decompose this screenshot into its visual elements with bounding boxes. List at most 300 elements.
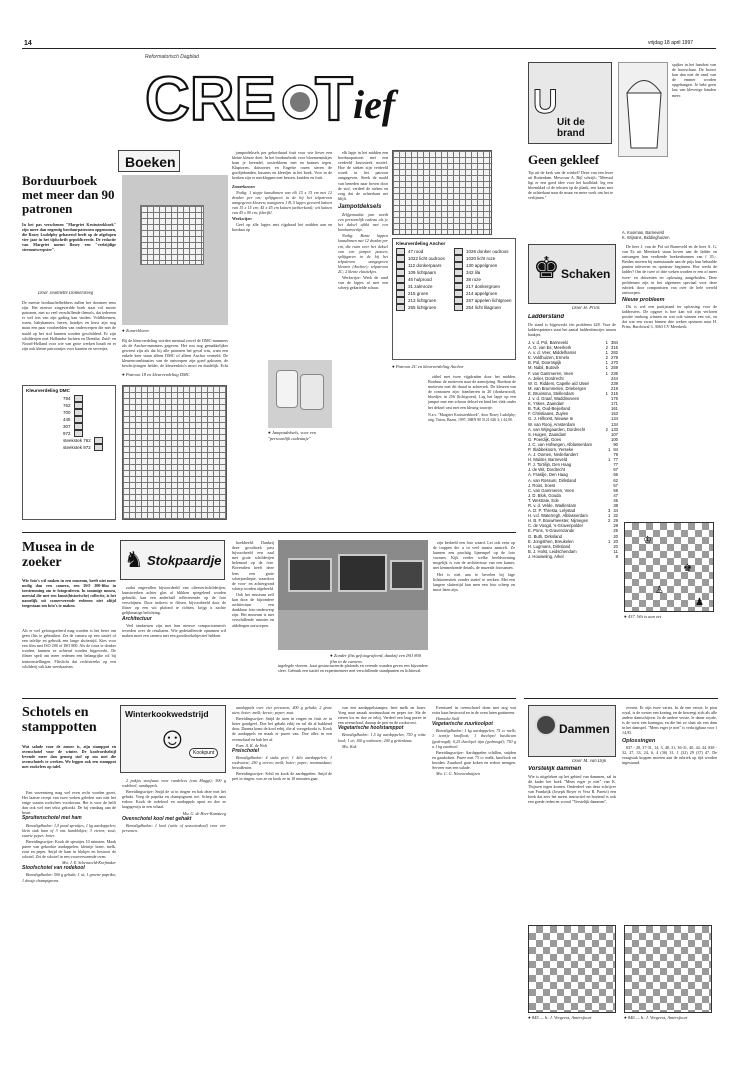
schaken-byline: Door H. Prins <box>572 306 600 311</box>
color-swatch-icon <box>454 304 463 311</box>
zomerkussen-text: Nodig: 1 stapje kaasdinnen van elk 15 x 15 cm met 12 draden per cm; splijtgaren in de bij het telpatroon aangegeven kleuren; naaigaren 1 B, 5 lapjes gevoerd katoen van 15 x 15 cm; 45 x 45 cm katoen (achterkant); wit katoen van 45 x 90 cm; fiberfill. <box>232 189 332 216</box>
color-swatch-icon <box>94 444 103 451</box>
anchor-legend-label: 1022 licht oudroos <box>408 256 445 261</box>
credit-5: Hannoke Stoll <box>436 716 460 722</box>
anchor-legend-label: 215 groen <box>408 291 429 296</box>
schotels-col2-bereiding: Bereidingswijze: Snijd de ui in ringen en bak deze met het gehakt. Voeg de paprika en champignons toe. Schep de saus erdoor. Kook de rodekool en aardappels apart en doe ze laagsgewijs in een schaal. <box>122 789 226 810</box>
dmc-legend-label: 972 <box>63 431 71 436</box>
ladder-beurten: 3 <box>607 508 611 514</box>
ladder-player: E. Pons, 's-Gravenzande <box>528 528 575 534</box>
schaken-right-text: De heer J. van de Pol uit Barneveld en de heer A. G. van Es uit Meerkerk staan hoven aan de ladder en ontvangen hun verdiende boekenbonnen van f 35,-. Beiden moeten bij nuenstaande aan de prijs hun behaalde punten inleveren en opnieuw beginnen. Hoe werkt de ladder? Om de twee of drie weken worden er een of meer twee- en driezetten ter oplossing aangeboden. Deze problemen zijn in het algemeen speciaal voor deze rubriek door componisten van over de hele wereld ontworpen. <box>622 244 717 295</box>
boeken-col4 <box>338 150 388 540</box>
schotels-col3-text: aardappels over vier personen, 400 g gehakt; 2 grote uien; boter; melk; kerrie; peper; zout. <box>232 705 332 716</box>
creatief-logo-icon <box>140 62 440 132</box>
schotels-lead <box>22 744 116 769</box>
dmc-legend-row <box>63 437 115 444</box>
photo-bullet-icon: ● <box>392 364 396 369</box>
photo-bullet-icon: ● <box>268 430 272 435</box>
vega-text: Benodigdheden: 1,5 kg aardappelen, 750 g witte kool; 1 ui; 100 g walnoten; 200 g geitenkaas. <box>338 732 426 743</box>
boeken-body-text: De meeste borduurliefhebbers zullen het doormee eens zijn. Het nieuwe zingeverdde boek staat vol mooie patronen, niet zo veel verschillende thema's, dat iedereen er wel iets van zijn gading kan vinden. Voldbloemen, rozen, babykamers, beren, hondjes en kerst zijn nog maar een paar voorbeelden van onderwerpen die met de naald op het stof kunnen worden geschilderd. Er zijn schilderijen met Hollandse luchten en Drenthe, Zuid- en Noord-Holland voor wie van grote werken houdt en er zijn ook kleine patroontjes voor kaarten en servetjes. <box>22 300 116 351</box>
ladder-points: 235 <box>611 370 618 376</box>
dammen-byline: Door M. van Dijk <box>572 759 607 764</box>
spruiten-bereiding: Bereidingswijze: Kook de spruitjes 10 minuten. Maak puree van gekookte aardappelen, kleintje boter, melk, zout en peper. Snijd de ham in blokjes en bestrooi de schotel. Zet de schotel in een voorverwarmde oven. <box>22 838 116 860</box>
dmc-legend-label: 762 <box>63 403 71 408</box>
color-swatch-icon <box>74 423 83 430</box>
anchor-legend-row <box>396 255 454 262</box>
ladder-player: H. Lugmans, Dirksland <box>528 543 571 549</box>
color-swatch-icon <box>454 269 463 276</box>
ladder-points: 62 <box>613 477 618 483</box>
ladder-points: 20 <box>613 533 618 539</box>
anchor-legend-row <box>454 276 512 283</box>
photo-cushion-large <box>122 175 228 325</box>
anchor-legend-label: 109 lichtpaars <box>408 270 437 275</box>
section-dammen-label: Dammen <box>559 722 610 736</box>
anchor-legend-row <box>454 269 512 276</box>
ladder-points: 77 <box>613 462 618 468</box>
pattern-2c-chart <box>392 150 492 235</box>
anchor-legend-label: 214 appelgroen <box>466 291 498 296</box>
winner-2: K. Wijnans, Biddinghuizen <box>622 235 670 241</box>
boeken-source: N.a.v. "Margriet Kruissteekboek", door Rosey Ludolphy; uitg. Tirion, Baarn, 1997; ISBN 90 5121 626 3; f 44,90. <box>428 412 516 422</box>
ladder-beurten: 2 <box>605 345 608 351</box>
divider-1 <box>22 532 516 533</box>
boeken-col3-text: jampotdeksels per geborduurd fruit voor wie liever een kleine kleuze doet. In het borduurboek voor bloemenstukjes kom je lavendel, oosterbloem met en brames tegen. Kluptoren, daisroetes en Engelse rozen sieren de gordijnbanden, kussens en kleedjes in het boek. Voor in de keuken zijn er merklappen met bessen, kruiden en fruit. <box>232 150 332 181</box>
ladder-points: 38 <box>613 503 618 508</box>
anchor-legend-row <box>454 262 512 269</box>
divider-2 <box>22 698 516 699</box>
schotels-lead-text: Wat salade voor de zomer is, zijn stamppot en ovenschotel voor de winter. De koolvoedselzijl levende meer dan genoeg stof op om met die ovenschotels te werken. We leggen ook een stamppot met rookvlees op tafel. <box>22 744 116 770</box>
dmc-legend-row <box>63 409 115 416</box>
oven-head: Ovenschotel kool met gehakt <box>122 815 192 822</box>
schotels-col3-bereiding2: Bereidingswijze: Schil en kook de aardappelen. Snijd de prei in ringen, was ze en kook ze in 10 minuten gaar. <box>232 771 332 782</box>
ladder-player: H. Mulder, Barneveld <box>528 457 568 463</box>
color-swatch-icon <box>454 290 463 297</box>
anchor-legend-row <box>396 276 454 283</box>
ladder-player: C. de Voogd, 's-Gravenpolder <box>528 523 584 529</box>
color-swatch-icon <box>396 283 405 290</box>
anchor-legend-row <box>454 290 512 297</box>
color-swatch-icon <box>396 297 405 304</box>
pattern-2c-caption: ● Patroon 2C en kleurverdeling Anchor <box>392 364 464 369</box>
jampot-head: Jampotdeksels <box>338 203 382 210</box>
musea-col2 <box>122 585 226 692</box>
nieuw-text: Dit is wel een partijstand ter oplossing voor de laddersters. De opgave is hoe kan wit zijn verloren positie omhoog winnen en wat ook winnen een wit, en dat wat een zwart binnen drie weken opsturen naar H. Prins, Burchtwal 3, 3063 CV Meerkerk. <box>622 304 717 330</box>
ladder-row <box>528 554 618 559</box>
ladder-points: 25 <box>613 528 618 534</box>
color-swatch-icon <box>396 290 405 297</box>
ladder-beurten: 1 <box>607 457 611 463</box>
werkwijze-head: Werkwijze: <box>232 216 253 222</box>
anchor-legend-row <box>454 297 512 304</box>
section-boeken-head <box>118 150 180 172</box>
color-swatch-icon <box>74 395 83 402</box>
ladder-beurten: 1 <box>605 390 608 396</box>
ladder-player: R. v. d. Velde, Wadlerdam <box>528 503 577 508</box>
jampot-intro: Zelfgemaakte jam wordt een persoonlijk cadeau als je het deksel aftikt met een borduurwerkje. <box>338 211 388 233</box>
ladder-player: A. Frasilje, Den Haag <box>528 472 568 478</box>
chess-piece-icon: ♙ <box>655 585 664 596</box>
section-brand-label: Uit de brand <box>557 117 585 139</box>
section-winterkook-label: Winterkookwedstrijd <box>125 709 209 719</box>
ladder-player: W. G. Ridders, Capelle a/d IJssel <box>528 380 590 386</box>
boeken-col4-text: elk lapje in het midden een borduurpatroon met een verdeeld kruissteek motief. Hoe de steken zijn verdeeld wordt in het patroon aangegeven. Steek de naald van beneden naar boven door de stof, verdeel de steken en zorg dat de achterkant net blijft. <box>338 150 388 201</box>
ladder-beurten: 1 <box>605 340 608 345</box>
ladder-points: 384 <box>611 340 618 345</box>
divider-right <box>524 698 718 699</box>
draughts-diagram-2 <box>624 925 712 1013</box>
svg-text:ief: ief <box>353 82 396 127</box>
oplossingen-head: Oplossingen <box>622 737 656 744</box>
ladder-player: P. J. Tortilijn, Den Haag <box>528 462 572 468</box>
ladder-points: 66 <box>613 472 618 478</box>
pattern-18-chart <box>122 385 227 520</box>
anchor-legend-row <box>454 248 512 255</box>
boeken-col2-text: Bij de kleurverdeling worden mentaal zowel de DMC-nummers als de Anchor-nummers gegeven. Het zou nog gemakkelijker geweest zijn als dat bij alle patronen het geval was, want een enkele keer staan alleen DMC of alleen Anchor vermeld. De kleurencombinaties van de ontwerpen zijn goed gekozen, de beschrijvingen helder, de kleurenfoto's mooi en duidelijk. Echt <box>122 338 228 368</box>
schotels-col3-bereiding: Bereidingswijze: Snijd de uien in ringen en fruit ze in boter goudgeel. Doe het gehakt erbij en rul dit al bakkend door. Daarna komt de kool erbij, die al voorgekookt is. Kook de aardappels en maak er puree van. Doe alles in een ovenschaal en bak het af. <box>232 716 332 742</box>
musea-lead-text: Wie foto's wil maken in een museum, heeft niet meer nodig dan een camera, een ISO 200-film in toestemming om te fotograferen. In sommige musea, meestal die met een kunst(historische) collectie, is het namelijk uit conserverende redenen niet altijd toegestaan om foto's te maken. <box>22 578 116 609</box>
section-stokpaardje-label: Stokpaardje <box>147 553 222 568</box>
ladder-points: 161 <box>611 406 618 412</box>
dmc-legend-label: 700 <box>63 410 71 415</box>
ladder-points: 77 <box>613 457 618 463</box>
boeken-byline: Door Jeannette Donkersteeg <box>38 291 94 296</box>
photo-bullet-icon: ● <box>624 614 628 619</box>
ladder-points: 315 <box>611 345 618 351</box>
anchor-title: Kleurverdeling Anchor <box>396 241 446 246</box>
vega2-head: Vegetarische zuurkoolpot <box>432 721 493 728</box>
photo-museum <box>278 540 428 650</box>
ladder-player: M. Nabil, Butovik <box>528 365 560 371</box>
ladder-beurten: 1 <box>605 360 608 366</box>
photo-jampots-caption: ● Jampotdeksels, voor een "persoonlijk cadeautje" <box>268 430 316 441</box>
dmc-legend-label: 445 <box>63 417 71 422</box>
color-swatch-icon <box>454 297 463 304</box>
anchor-legend-label: 257 appelen lichtgroen <box>466 298 512 303</box>
anchor-legend-label: 47 rood <box>408 249 424 254</box>
brand-side-text: spijker in het handvat van de boorschaar. De boorst kan dan niet de rand van de emmer worden opgehangen. Je hebt geen last van kleverige handen meer. <box>672 62 716 98</box>
anchor-legend-row <box>454 304 512 311</box>
anchor-legend-label: 112 donkerpaars <box>408 263 442 268</box>
brand-text-body: Tip uit de kerk van de winkel? Deze van een lezer uit Rotterdam. Mevrouw A. Bijl schrijft: "Meestal ligt er een goed idee voor het koolblad: leg een bloemblad of de teksten op de plank, een kaart met de achterkant naar de muur en meer werk om het te verlijmen." <box>528 170 613 201</box>
ladder-player: G. Poerdijk, Goes <box>528 436 562 442</box>
ladder-player: J. Houweling, Arkel <box>528 553 564 559</box>
photo-bucket <box>618 62 668 157</box>
brand-u-letter: U <box>533 83 558 121</box>
header-rule <box>22 48 716 49</box>
ladder-intro <box>528 322 616 337</box>
ladder-points: 100 <box>611 436 618 442</box>
boeken-col2 <box>122 338 228 368</box>
anchor-legend-row <box>396 304 454 311</box>
color-swatch-icon <box>74 409 83 416</box>
color-swatch-icon <box>454 283 463 290</box>
draughts-icon <box>535 714 557 736</box>
anchor-legend-label: 213 lichtgroen <box>408 298 437 303</box>
anchor-legend-row <box>396 269 454 276</box>
color-swatch-icon <box>454 255 463 262</box>
photo-bullet-icon: ● <box>122 372 126 377</box>
nieuw-head: Nieuw probleem <box>622 296 665 303</box>
spruiten-text: Benodigdheden: 1,5 pond spruitjes, 1 kg aardappelen; klein stuk ham of 3 ons hamblokjes; 3 eieren; zout; zwarte peper; boter. <box>22 822 116 838</box>
musea-lead <box>22 578 116 609</box>
chess-king-icon: ♚ <box>533 252 560 285</box>
ladder-points: 107 <box>611 431 618 437</box>
musea-col5 <box>278 663 428 693</box>
anchor-legend-row <box>396 262 454 269</box>
dmc-legend-row <box>63 395 115 402</box>
ladder-player: T. Westrate, Ede <box>528 497 559 503</box>
vorst-head: Vorstelijk dammen <box>528 766 582 772</box>
chess-piece-icon: ♔ <box>643 535 652 546</box>
ladder-points: 282 <box>611 350 618 356</box>
dmc-legend-label: steekstek 762 <box>63 438 91 443</box>
dmc-legend-label: steekstek 972 <box>63 445 91 450</box>
color-swatch-icon <box>454 276 463 283</box>
schotels-col4-text: van een aardappelstamper, bete melk en boter. Voeg naar smaak nootmuskaat en peper toe. Sla de eieren los en doe ze erbij. Verdeel een laag puree in een ovenschaal, daarop de prei en de rookworst. <box>338 705 426 726</box>
color-swatch-icon <box>396 255 405 262</box>
ladder-player: E. Voldhuizen, Ermelo <box>528 355 570 361</box>
musea-body-text: Als er wel gefotografeerd mag worden is het beter om geen flits te gebruiken. Zet de camera op een statief of een tafeltje en gebruik een lange sluitertijd. Kies voor een film met ISO 200 of ISO 800. Als de fotos te donker worden, kunnen ze achteraf worden bijgewerkt. De filmer spelt om meer redenen een belangrijke rol bij tentoonstellingen. Flitslicht dat rechtstreeks op een schilderij valt kan weerkaatsen. <box>22 628 116 669</box>
ladder-player: A. G. van Es, Meerkerk <box>528 345 572 351</box>
ladder-player: H. B. F. Bouwmeester, Nijmegen <box>528 518 589 524</box>
schaken-right <box>622 244 717 504</box>
ladder-points: 34 <box>613 508 618 514</box>
anchor-legend-row <box>454 255 512 262</box>
werkwijze-text: Geef op alle lapjes met rijgdraad het midden aan en borduur op <box>232 222 332 233</box>
ladder-points: 45 <box>613 497 618 503</box>
chess-piece-icon: ♟ <box>695 597 704 608</box>
anchor-list <box>393 248 515 311</box>
ladder-points: 219 <box>611 385 618 391</box>
anchor-legend-row <box>396 290 454 297</box>
ladder-player: C. van Gammeren, Veen <box>528 487 575 493</box>
dmc-legend-row <box>63 444 115 451</box>
anchor-chart <box>392 238 516 360</box>
ladder-points: 67 <box>613 467 618 473</box>
photo-bullet-icon: ● <box>330 653 334 658</box>
chef-icon: ☺ <box>157 722 188 755</box>
ladder-points: 8 <box>615 553 618 559</box>
oven-text: Benodigdheden: 1 kool (witte of savooienkool) voor vier personen. <box>122 822 226 833</box>
credit-1: Mw. J. E. Schenaveld-Korfmaker <box>61 860 116 866</box>
jampot-text: Nodig: Bonte lappen kaasdinnen met 12 draden per cm, die ruim over het deksel van een jampot passen; splijtgaren in de bij het telpatroon aangegeven kleuren (Anchor); telpatroon 2C; 2 kleine elastiekjes. <box>338 233 388 274</box>
ladder-points: 215 <box>611 390 618 396</box>
dmc-legend-row <box>63 430 115 437</box>
boeken-headline: Borduurboek met meer dan 90 patronen <box>22 174 115 216</box>
ladder-player: J. de Wit, Dordrecht <box>528 467 566 473</box>
chess-piece-icon: ♚ <box>683 563 692 574</box>
anchor-legend-label: 1020 licht roze <box>466 256 496 261</box>
ladder-player: J. v. d. Graaf, Waddinxveen <box>528 396 580 402</box>
schotels-col5-bereiding: Bereidingswijze: Aardappelen schillen, snijden en gaarkoken. Puree met 75 cc melk, knoflook en kruiden. Zuurkool gaar koken en erdoor mengen. Serveer met een salade. <box>432 749 516 771</box>
dmc-title: Kleurverdeling DMC <box>26 388 70 393</box>
ladder-points: 134 <box>611 421 618 427</box>
arch-text: Veel tandartsen zijn met hun nieuwe compactcamera's tevreden over de resultaten. Wie gedetailleerde opnamen wil maken moet een camera met een groothoekobjectief hebben. <box>122 622 226 638</box>
ladder-points: 20 <box>613 538 618 544</box>
musea-col6b-text: Het is niet aan te bevelen bij lage lichtintensiteit zonder statief te werken. Met een langere sluitertijd kan men een foto scherp en mooi laten zijn. <box>433 571 515 592</box>
ladder-points: 153 <box>611 411 618 417</box>
color-swatch-icon <box>396 262 405 269</box>
photo-bullet-icon: ● <box>624 1015 628 1020</box>
schotels-headline: Schotels en stamppotten <box>22 705 97 735</box>
arch-head: Architectuur <box>122 615 152 622</box>
boeken-col3 <box>232 150 332 340</box>
color-swatch-icon <box>74 402 83 409</box>
schotels-col1 <box>22 790 116 1035</box>
spruiten-head: Spruitenschotel met ham <box>22 815 82 822</box>
anchor-legend-label: 342 lila <box>466 270 481 275</box>
schotels-col2-text: 2 pakjes stoofsaus voor rundvlees (van Maggi); 500 g rodekool; aardappels. <box>122 778 226 789</box>
ladder-player: M. van Brummelen, Driebergen <box>528 385 587 391</box>
ladder-player: A. v. d. Veer, Middelharnis <box>528 350 577 356</box>
ladder-beurten: 2 <box>605 355 608 361</box>
boeken-lead <box>22 222 116 253</box>
anchor-legend-label: 46 hulprood <box>408 277 432 282</box>
musea-col6-text: zijn bedoeld een foto waard. Let ook eens op de trappen die u in veel musea aantreft. Ze kunnen een prachtig lijnenspel op de foto vormen. Kijk verder welke beeldvorming mogelijk is van de architectuur van een kamer, met kenmerkende details, de muzeale fotosamen. <box>433 540 515 571</box>
ladder-player: A. D. P. Thresta, Lelystad <box>528 508 576 514</box>
section-schaken-label: Schaken <box>561 267 611 281</box>
boeken-body <box>22 300 116 380</box>
ladder-beurten: 1 <box>607 513 611 519</box>
ladder-player: S. Huigen, Zaandam <box>528 431 567 437</box>
musea-col2-text: zodat ongevallen bijvoordeeld van oliesverfschilderijen, kunstwerken achter glas of blikken spiegelend worden gebruikt, kan een anderhalf reflecterende op de foto verschijnen. Door indirect te flitsen, bijvoorbeeld door de flitser op een wit plafond te richten, krijgt u zachte gelijkmatige belichting. <box>122 585 226 616</box>
dammen-text <box>528 774 616 919</box>
dammen-text-body: Wie is uitgeleken op het gebied van dammen, zal in dit kader het boek "Mens erger je niet" van K. Thijssen tegen komen. Onderdeel van deze schrijver van Frankrijk (Joseph Boyer et Vera R. Pareto) een boek dat zeer het meest instructief en boeiend is ook een goede reden en vooral "Verstelijk dammen". <box>528 774 616 805</box>
ladder-player: A. van Wijngaarden, Dordrecht <box>528 426 586 432</box>
dmc-legend-row <box>63 402 115 409</box>
ladder-intro-text: De stand is bijgewerkt t/m probleem 428. Voor de laddersprinters staat het aantal laddersbeurtjes tussen haakjes. <box>528 322 616 338</box>
oplossingen-text: 837 - 28, 37-31, 14, 3, 48, 31, 36-31, 40, 44, 44. 838 - 32, 27, 33, 24, 6, 4 (36) 31, 1 (32) 29 (37) 47. De vraagstuk koppen moeten aan de rubriek op tijd worden ingestuurd. <box>622 744 717 765</box>
svg-text:T: T <box>315 65 353 132</box>
color-swatch-icon <box>74 430 83 437</box>
photo-pattern-caption: ● Patroon 18 en kleurverdeling DMC <box>122 372 190 377</box>
ladder-points: 278 <box>611 355 618 361</box>
color-swatch-icon <box>454 262 463 269</box>
schotels-col4 <box>338 705 426 1035</box>
dmc-legend-label: 794 <box>63 396 71 401</box>
section-boeken-label: Boeken <box>125 154 176 170</box>
ladder-player: K. Yskes, Zaandam <box>528 401 565 407</box>
newspaper-name: Reformatorisch Dagblad <box>145 54 199 60</box>
ladder-player: A. Jelier, Dordrecht <box>528 375 564 381</box>
ladder-player: G. J. Hilhorst, Nieuwe Ie <box>528 416 574 422</box>
vega-head: Vegetarische hoolstamppot <box>338 725 404 732</box>
draughts-diagram-1 <box>528 925 616 1013</box>
photo-jampots <box>268 360 332 428</box>
section-logo <box>140 62 440 132</box>
ladder-points: 79 <box>613 452 618 458</box>
ladder-points: 59 <box>613 487 618 493</box>
musea-col3-text: hoekbeeld. Dankzij deze groothoek past bijvoorbeeld een zaal met grote schilderijen helemaal op de foto. Bovendien heeft deze lens een grote scherptediepte, waardoor de voor- en achtergrond scherp worden afgebeeld. <box>232 540 274 591</box>
musea-col3 <box>232 540 274 692</box>
ladder-player: W. van Rooij, Amsterdam <box>528 421 576 427</box>
jampot-werk: Werkwijze: Werk de rand van de lapjes af met een scherp gekartelde schaar. <box>338 275 388 291</box>
ladder-points: 259 <box>611 365 618 371</box>
page-number: 14 <box>24 40 32 47</box>
anchor-legend-label: 255 lichtgroen <box>408 305 437 310</box>
section-dammen-head <box>528 705 616 757</box>
musea-headline: Musea in de zoeker <box>22 540 95 570</box>
photo-cushion-caption: ● Zomerbloem <box>122 328 149 333</box>
ladder-points: 84 <box>613 446 618 452</box>
photo-museum-caption: ● Zonder flits gefotografeerd, dankzij een ISO 800 film in de camera. <box>330 653 422 664</box>
page-date: vrijdag 18 april 1997 <box>648 40 694 46</box>
color-swatch-icon <box>396 269 405 276</box>
boeken-col6-text: zitbel met twee vijgdraden door het midden. Borduur de motieven naar de aanwijzing. Borduur de motieven met dit draad in achtersek. De kleuren van de contouren zijn: framberren in 20 (donkerrood), bloedjes in 256 (lichtgroen). Leg het lapje op een jampot met een schoon deksel en bind het vlak onder het deksel vast met een kleurig touwtje. <box>428 374 516 410</box>
ladder-points: 90 <box>613 441 618 447</box>
ladder-player: H. v.d. Waterregh, Alblasserdam <box>528 513 588 519</box>
anchor-legend-row <box>396 297 454 304</box>
ladder-points: 20 <box>613 543 618 549</box>
ladder-points: 270 <box>611 360 618 366</box>
chess-diagram <box>624 522 714 612</box>
schotels-body: Een wezensteeg mag wel even recht worden gezet. Het laatste recept van twee weken geleden was niet het enige waarin rookvlees voorkwam. Het is voor de helft dan ook wel met tekst gekookt. De bij vandaag aan de beurt. <box>22 790 116 816</box>
color-swatch-icon <box>94 437 103 444</box>
brand-headline: Geen gekleef <box>528 152 600 167</box>
ladder-player: B. J. Holst, Leidschendam <box>528 548 577 554</box>
ladder-beurten: 1 <box>605 365 608 371</box>
ladder-player: E. Jongsthen, Breukelen <box>528 538 574 544</box>
credit-3: Fam. A. K. de Wolt <box>236 742 268 748</box>
dammen-right <box>622 705 717 920</box>
ladder-beurten: 2 <box>607 518 611 524</box>
ladder-points: 47 <box>613 492 618 498</box>
ladder-ranking <box>528 340 618 695</box>
ladder-player: J. C. van Hofwegen, Alblasserdam <box>528 441 593 447</box>
photo-bullet-icon: ● <box>122 328 126 333</box>
ladder-points: 57 <box>613 482 618 488</box>
ladder-player: J. v. d. Pol, Barneveld <box>528 340 569 345</box>
section-stokpaardje-head <box>120 540 225 580</box>
schotels-col3 <box>232 705 332 1035</box>
anchor-legend-row <box>396 248 454 255</box>
anchor-legend-label: 38 roze <box>466 277 482 282</box>
ladder-points: 28 <box>613 523 618 529</box>
ladder-beurten: 1 <box>607 538 611 544</box>
draughts-diagram-2-caption: ● 846 — b: J. Vergeest, Amersfoort <box>624 1015 688 1020</box>
anchor-legend-label: 130 appelgroen <box>466 263 498 268</box>
dmc-legend-row <box>63 423 115 430</box>
musea-col6 <box>433 540 515 692</box>
musea-body <box>22 628 116 692</box>
horse-icon: ♞ <box>124 547 144 572</box>
ladder-player: P. Slabbekoorn, Yerseke <box>528 446 574 452</box>
ladder-points: 244 <box>611 375 618 381</box>
ladder-player: F. Christiaans, Zuylen <box>528 411 569 417</box>
anchor-legend-label: 254 licht lilagroen <box>466 305 502 310</box>
credit-4: Mw. Kok <box>342 743 357 749</box>
ladder-player: B. Pol, Doornspijk <box>528 360 562 366</box>
ladder-points: 134 <box>611 416 618 422</box>
ladder-points: 239 <box>611 380 618 386</box>
ladder-beurten: 2 <box>605 426 608 432</box>
schotels-col2 <box>122 778 226 1035</box>
boeken-lead-text: In het pas verschenen "Margriet Kruissteekboek" zijn meer dan negentig borduurpatronen opgenomen, die Rosey Ludolphy gebaseerd heeft op de afgelopen vier jaar in het tijdschrift gepubliceerde. De redactie van Margriet noemt Rosey een "veelzijdige steenontwerpster". <box>22 222 116 253</box>
ladder-points: 32 <box>613 513 618 519</box>
dmc-legend-label: 307 <box>63 424 71 429</box>
prei-head: Preischotel <box>232 747 259 754</box>
ladder-points: 29 <box>613 518 618 524</box>
winner-1: A. Kooiman, Barneveld <box>622 230 664 235</box>
svg-text:CRE: CRE <box>145 65 276 132</box>
anchor-legend-row <box>396 283 454 290</box>
brand-text <box>528 170 613 220</box>
ladder-head: Ladderstand <box>528 314 565 320</box>
anchor-legend-label: 1026 donker oudroos <box>466 249 509 254</box>
photo-bullet-icon: ● <box>528 1015 532 1020</box>
kookpunt-badge: Kookpunt <box>189 748 218 758</box>
